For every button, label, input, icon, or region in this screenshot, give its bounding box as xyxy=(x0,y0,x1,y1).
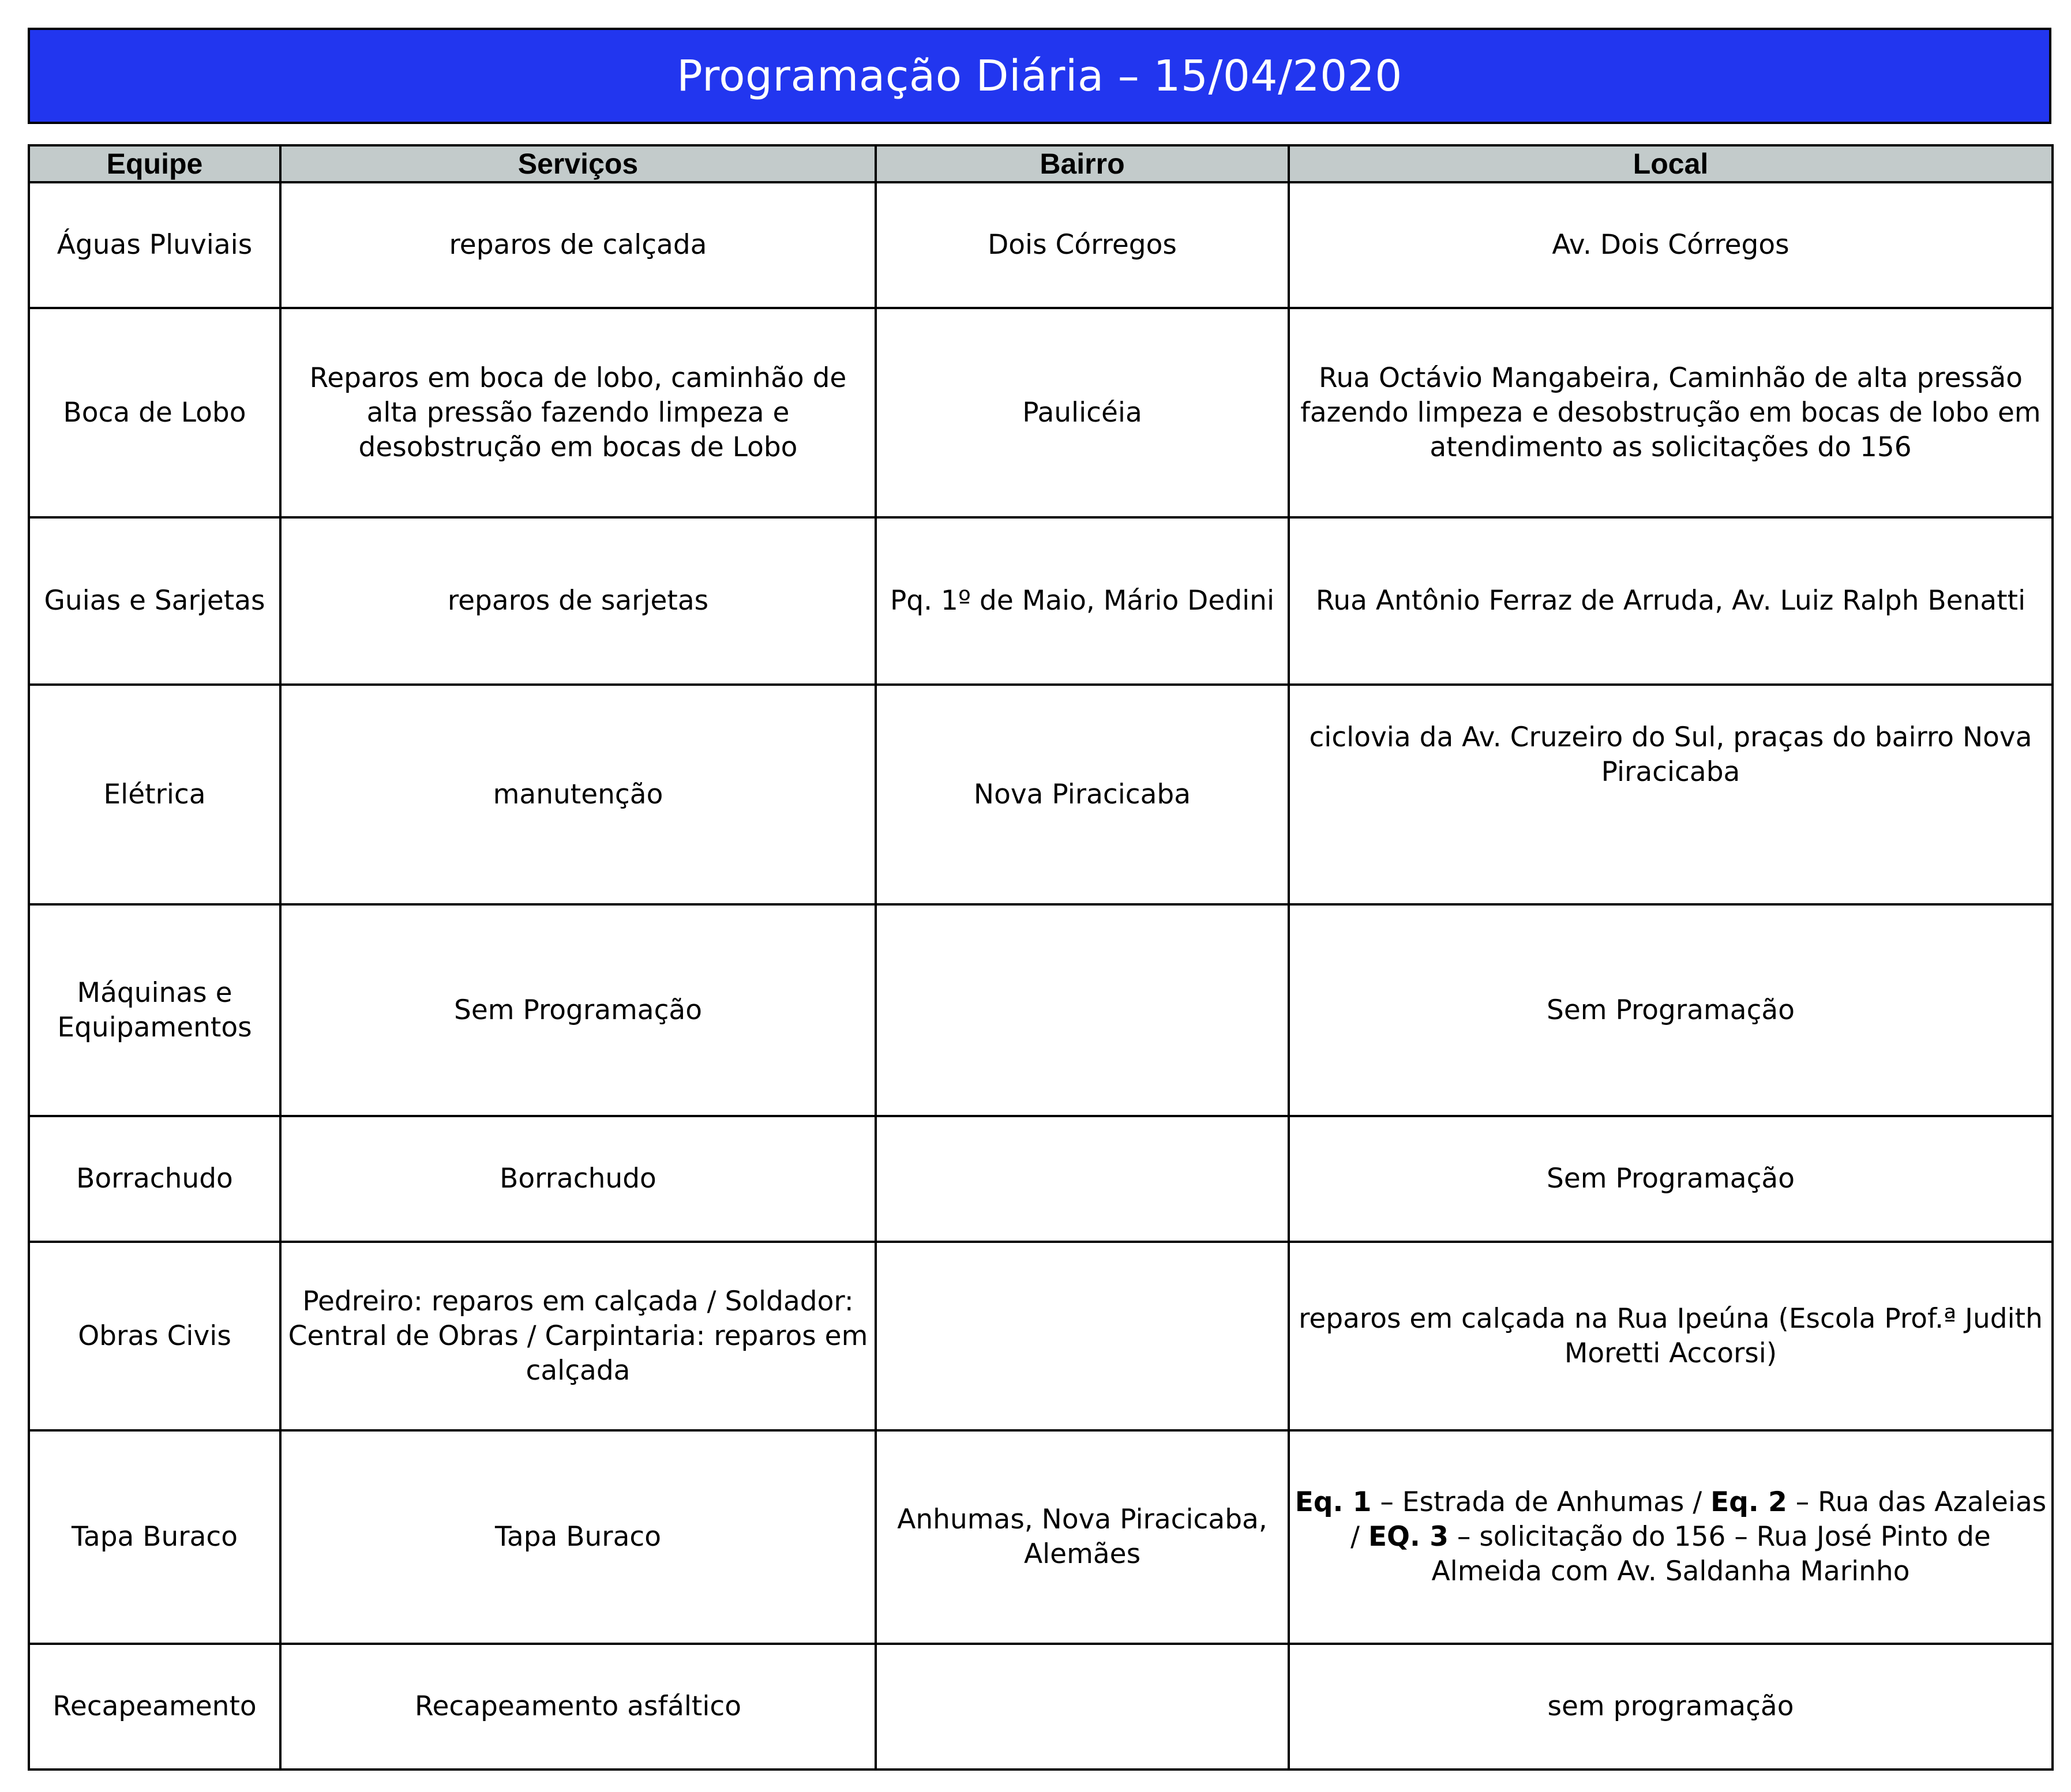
table-row xyxy=(29,1430,2053,1644)
table-row xyxy=(29,308,2053,517)
cell-bairro xyxy=(876,1644,1289,1770)
cell-equipe: Recapeamento xyxy=(29,1644,280,1770)
cell-servicos: reparos de sarjetas xyxy=(280,517,876,685)
cell-servicos: Reparos em boca de lobo, caminhão de alta pressão fazendo limpeza e desobstrução em bocas de Lobo xyxy=(280,308,876,517)
cell-equipe: Obras Civis xyxy=(29,1242,280,1430)
table-row xyxy=(29,1242,2053,1430)
cell-bairro: Anhumas, Nova Piracicaba, Alemães xyxy=(876,1430,1289,1644)
cell-local: Av. Dois Córregos xyxy=(1289,182,2053,308)
cell-equipe: Boca de Lobo xyxy=(29,308,280,517)
column-header-bairro: Bairro xyxy=(876,145,1289,182)
team-1-text: – Estrada de Anhumas / xyxy=(1371,1486,1711,1518)
cell-equipe: Elétrica xyxy=(29,685,280,904)
cell-bairro xyxy=(876,1242,1289,1430)
cell-local: Rua Octávio Mangabeira, Caminhão de alta pressão fazendo limpeza e desobstrução em bocas de lobo em atendimento as solicitações do 156 xyxy=(1289,308,2053,517)
cell-bairro: Dois Córregos xyxy=(876,182,1289,308)
cell-local: Sem Programação xyxy=(1289,904,2053,1116)
cell-equipe: Máquinas e Equipamentos xyxy=(29,904,280,1116)
cell-servicos: Pedreiro: reparos em calçada / Soldador: Central de Obras / Carpintaria: reparos em calçada xyxy=(280,1242,876,1430)
page-title: Programação Diária – 15/04/2020 xyxy=(677,51,1402,101)
column-header-local: Local xyxy=(1289,145,2053,182)
cell-equipe: Guias e Sarjetas xyxy=(29,517,280,685)
table-row xyxy=(29,517,2053,685)
cell-equipe: Borrachudo xyxy=(29,1116,280,1242)
cell-equipe: Águas Pluviais xyxy=(29,182,280,308)
table-row xyxy=(29,1644,2053,1770)
cell-servicos: Borrachudo xyxy=(280,1116,876,1242)
header-row xyxy=(29,145,2053,182)
table-row xyxy=(29,685,2053,904)
cell-local: Sem Programação xyxy=(1289,1116,2053,1242)
cell-local: reparos em calçada na Rua Ipeúna (Escola Prof.ª Judith Moretti Accorsi) xyxy=(1289,1242,2053,1430)
cell-local: ciclovia da Av. Cruzeiro do Sul, praças do bairro Nova Piracicaba xyxy=(1289,685,2053,904)
cell-servicos: Sem Programação xyxy=(280,904,876,1116)
cell-servicos: reparos de calçada xyxy=(280,182,876,308)
cell-bairro: Paulicéia xyxy=(876,308,1289,517)
cell-bairro: Pq. 1º de Maio, Mário Dedini xyxy=(876,517,1289,685)
page-title-bar xyxy=(28,28,2051,124)
cell-servicos: Recapeamento asfáltico xyxy=(280,1644,876,1770)
table-row xyxy=(29,1116,2053,1242)
team-2-label: Eq. 2 xyxy=(1710,1486,1787,1518)
cell-bairro xyxy=(876,1116,1289,1242)
team-3-text: – solicitação do 156 – Rua José Pinto de Almeida com Av. Saldanha Marinho xyxy=(1431,1521,1991,1587)
column-header-equipe: Equipe xyxy=(29,145,280,182)
cell-servicos: manutenção xyxy=(280,685,876,904)
cell-servicos: Tapa Buraco xyxy=(280,1430,876,1644)
cell-equipe: Tapa Buraco xyxy=(29,1430,280,1644)
team-3-label: EQ. 3 xyxy=(1368,1521,1449,1553)
cell-local: Rua Antônio Ferraz de Arruda, Av. Luiz Ralph Benatti xyxy=(1289,517,2053,685)
cell-bairro xyxy=(876,904,1289,1116)
schedule-table xyxy=(28,144,2054,1771)
team-2-text: – Rua das Azaleias / xyxy=(1350,1486,2047,1553)
table-row xyxy=(29,182,2053,308)
cell-local xyxy=(1289,1430,2053,1644)
team-1-label: Eq. 1 xyxy=(1295,1486,1372,1518)
table-row xyxy=(29,904,2053,1116)
column-header-servicos: Serviços xyxy=(280,145,876,182)
cell-local: sem programação xyxy=(1289,1644,2053,1770)
cell-bairro: Nova Piracicaba xyxy=(876,685,1289,904)
